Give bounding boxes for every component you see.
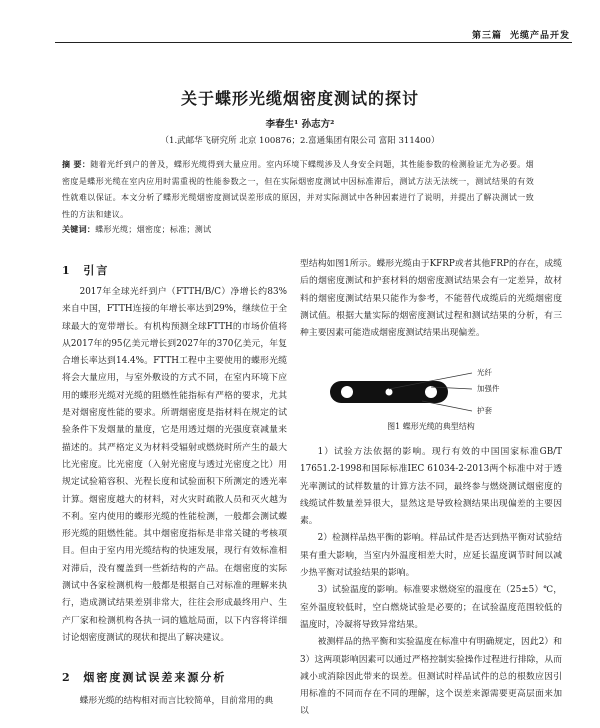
abstract-label: 摘 要： bbox=[62, 159, 91, 169]
section1-heading: 1 引言 bbox=[62, 264, 110, 277]
abstract-text: 随着光纤到户的普及，蝶形光缆得到大量应用。室内环境下蝶缆涉及人身安全问题，其性能参数的检测验证尤为必要。烟密度是蝶形光缆在室内应用时需重视的性能参数之一，但在实际烟密度测试中因标准滞后，测试方法无法统一，测试结果的有效性就难以保证。本文分析了蝶形光缆烟密度测试误差形成的原因，并对实际测试中各种因素进行了说明，并提出了解决测试一致性的方法和建议。 bbox=[62, 160, 534, 219]
label-strength: 加强件 bbox=[477, 384, 500, 393]
keywords bbox=[62, 224, 211, 235]
right-column bbox=[300, 444, 562, 722]
affiliation: （1.武邮华飞研究所 北京 100876；2.富通集团有限公司 富阳 311400） bbox=[160, 136, 440, 146]
header-section: 第三篇 bbox=[471, 31, 502, 41]
header-rule bbox=[55, 42, 572, 43]
keywords-label: 关键词： bbox=[62, 224, 96, 234]
figure-caption: 图1 蝶形光缆的典型结构 bbox=[387, 422, 475, 431]
list-item: 3）试验温度的影响。标准要求燃烧室的温度在（25±5）℃，室外温度较低时，空白燃烧试验是必要的；在试验温度范围较低的温度时，冷凝将导致异常结果。 bbox=[300, 585, 562, 630]
keywords-text: 蝶形光缆；烟密度；标准；测试 bbox=[95, 225, 212, 234]
paragraph: 2017年全球光纤到户（FTTH/B/C）净增长约83%来自中国，FTTH连接的年增长率达到29%，继续位于全球最大的宽带增长。有机构预测全球FTTH的市场价值将从2017年的95亿美元增长到2027年的370亿美元，年复合增长率达到14.4%。FTTH工程中主要使用的蝶形光缆将会大量应用，与室外敷设的方式不同，在室内环境下应用的蝶形光缆对光缆的阻燃性能指标有严格的要求，尤其是对烟密度性能的要求。所谓烟密度是指材料在规定的试验条件下发烟量的量度，它是用透过烟的光强度衰减量来描述的。其严格定义为材料受辐射或燃烧时所产生的最大比光密度。比光密度（入射光密度与透过光密度之比）用规定试验箱容积、光程长度和试验面积下所测定的透光率计算。烟密度越大的材料，对火灾时疏散人员和灭火越为不利。室内使用的蝶形光缆的性能检测，一般都会测试蝶形光缆的阻燃性能。其中烟密度指标是非常关键的考核项目。但由于室内用光缆结构的快速发展，现行有效标准相对滞后，没有覆盖到一些新结构的产品。在烟密度的实际测试中各家检测机构一般都是根据自己对标准的理解来执行，造成测试结果差别非常大，往往会形成最终用户、生产厂家和检测机构各执一词的尴尬局面，以下内容将详细讨论烟密度测试的现状和提出了解决建议。 bbox=[62, 287, 287, 643]
fiber-shape bbox=[386, 389, 393, 396]
paper-title: 关于蝶形光缆烟密度测试的探讨 bbox=[180, 89, 419, 108]
left-column bbox=[62, 284, 287, 646]
paragraph: 被测样品的热平衡和实验温度在标准中有明确规定，因此2）和3）这两项影响因素可以通过严格控制实验操作过程进行排除，从而减小或消除因此带来的误差。但测试时样品试件的总的根数应因引用标准的不同而存在不同的理解，这个误差来源需要更高层面来加以 bbox=[300, 637, 562, 717]
left-bottom-text: 蝶形光缆的结构相对而言比较简单，目前常用的典 bbox=[79, 696, 274, 706]
running-header bbox=[472, 28, 570, 41]
strength-member-left bbox=[341, 386, 353, 398]
header-subject: 光缆产品开发 bbox=[509, 31, 570, 41]
authors: 李春生¹ 孙志方² bbox=[265, 119, 335, 130]
label-sheath: 护套 bbox=[477, 406, 492, 415]
abstract bbox=[62, 156, 534, 223]
section2-heading: 2 烟密度测试误差来源分析 bbox=[62, 671, 227, 684]
list-item: 1）试验方法依据的影响。现行有效的中国国家标准GB/T 17651.2-1998和国际标准IEC 61034-2-2013两个标准中对于透光率测试的试样数量的计算方法不同，最终参与燃烧测试烟密度的线缆试件数量差异很大，显然这是导致检测结果出现偏差的主要因素。 bbox=[300, 447, 562, 527]
right-top-text: 型结构如图1所示。蝶形光缆由于KFRP或者其他FRP的存在，成缆后的烟密度测试和护套材料的烟密度测试结果会有一定差异，故材料的烟密度测试结果只能作为参考，不能替代成缆后的光缆烟密度测试值。根据大量实际的烟密度测试过程和测试结果的分析，有三种主要因素可能造成烟密度测试结果出现偏差。 bbox=[300, 259, 562, 339]
cable-cross-section-figure bbox=[322, 367, 542, 417]
label-fiber: 光纤 bbox=[477, 368, 492, 377]
list-item: 2）检测样品热平衡的影响。样品试件是否达到热平衡对试验结果有重大影响，当室内外温度相差大时，应延长温度调节时间以减少热平衡对试验结果的影响。 bbox=[300, 533, 562, 579]
strength-member-right bbox=[425, 386, 437, 398]
